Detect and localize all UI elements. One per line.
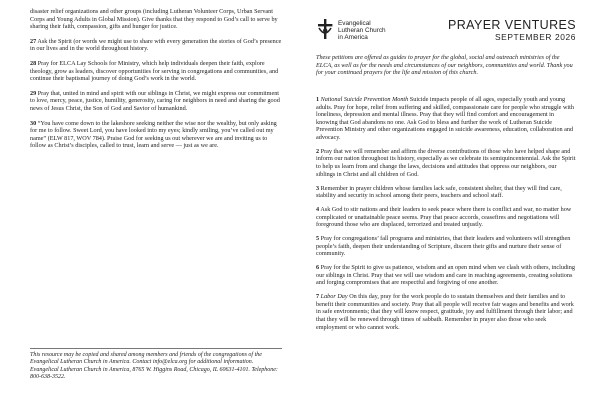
prayer-text: Ask God to stir nations and their leaders to seek peace where there is conflict and war, no matter how complicated or unattainable peace seems. Pray that peace accords, ceasefires and negotiations will foreground those who are displaced, terrorized and treated unjustly. — [316, 206, 572, 229]
prayer-number: 4 — [316, 206, 320, 214]
org-name — [338, 20, 386, 41]
prayer-item — [316, 235, 576, 258]
prayer-number: 27 — [30, 37, 37, 45]
footer-text: This resource may be copied and shared among members and friends of the congregations of the Evangelical Lutheran Church in America. Contact info@elca.org for additional information. Evangelical Lutheran Church in America, 8765 W. Higgins Road, Chicago, IL 60631-4101. Telephone: 800-638-3522. — [30, 352, 278, 380]
prayer-item — [316, 96, 576, 142]
prayer-label: Labor Day — [320, 293, 348, 301]
prayer-text: Ask the Spirit (or words we might use to share with every generation the stories of God’s presence in our lives and in the world throughout history. — [30, 37, 282, 53]
left-prayer-list — [30, 38, 282, 150]
page-title: PRAYER VENTURES — [447, 18, 576, 32]
prayer-item — [316, 206, 576, 229]
prayer-number: 5 — [316, 235, 320, 243]
prayer-text: Remember in prayer children whose families lack safe, consistent shelter, that they will find care, stability and security in school among their peers, teachers and school staff. — [316, 184, 562, 200]
prayer-item — [30, 120, 282, 150]
prayer-item — [316, 264, 576, 287]
left-column — [30, 0, 282, 157]
prayer-number: 2 — [316, 147, 320, 155]
prayer-number: 6 — [316, 264, 320, 272]
org-line-3: in America — [338, 34, 368, 41]
prayer-item — [30, 60, 282, 83]
prayer-text: Pray for the Spirit to give us patience, wisdom and an open mind when we clash with others, including our siblings in Christ. Pray that we will use wisdom and care in reaching agreements, creating solutions and forging compromises that are respectful and forgiving of one another. — [316, 264, 575, 287]
prayer-text: Suicide impacts people of all ages, especially youth and young adults. Pray for hope, relief from suffering and skilled, compassionate care for people who struggle with loneliness, depression and mental illness. Pray that they will find comfort and encouragement in knowing that God abandons no one. Ask God to bless and further the work of Lutheran Suicide Prevention Ministry and other organizations engaged in suicide awareness, education, collaboration and advocacy. — [316, 96, 574, 141]
prayer-number: 1 — [316, 96, 320, 103]
prayer-item — [30, 90, 282, 113]
org-line-2: Lutheran Church — [338, 27, 386, 34]
prayer-text: “You have come down to the lakeshore seeking neither the wise nor the wealthy, but only asking for me to follow. Sweet Lord, you have looked into my eyes; kindly smiling, you’ve called out my name” (ELW 817, WOV 784). Praise God for seeking us out wherever we are and inviting us to follow as Christ’s disciples, called to trust, learn and serve — just as we are. — [30, 119, 277, 150]
prayer-number: 30 — [30, 119, 37, 127]
prayer-number: 28 — [30, 59, 37, 67]
intro-block — [316, 54, 576, 77]
prayer-text: Pray that, united in mind and spirit with our siblings in Christ, we might express our commitment to love, mercy, peace, justice, humility, generosity, caring for neighbors in need and sharing the good news of Jesus Christ, the Son of God and Savior of humankind. — [30, 89, 280, 112]
prayer-item — [316, 293, 576, 331]
org-line-1: Evangelical — [338, 20, 371, 27]
page-subtitle: SEPTEMBER 2026 — [494, 32, 576, 42]
prayer-text: Pray that we will remember and affirm the diverse contributions of those who have helped shape and inform our nation throughout its history, especially as we celebrate its semiquincentennial. Ask the Spirit to help us learn from and change the laws, decisions and attitudes that oppress our neighbors, our siblings in Christ and all children of God. — [316, 147, 576, 178]
copyright-footer — [30, 348, 282, 381]
intro-text: These petitions are offered as guides to prayer for the global, social and outreach ministries of the ELCA, as well as for the needs and circumstances of our neighbors, communities and world. Thank you for your continued prayers for the life and mission of this church. — [316, 54, 573, 77]
page-header — [316, 18, 576, 44]
elca-cross-logo-icon — [316, 18, 334, 40]
prayer-label: National Suicide Prevention Month — [320, 96, 409, 103]
prayer-item — [316, 148, 576, 178]
prayer-text: Pray for ELCA Lay Schools for Ministry, which help individuals deepen their faith, explore theology, grow as leaders, discover opportunities for serving in congregations and communities, and continue their baptismal journey of doing God’s work in the world. — [30, 59, 279, 83]
prayer-number: 7 — [316, 293, 320, 301]
prayer-number: 29 — [30, 89, 37, 97]
prayer-list — [316, 96, 576, 338]
prayer-text: On this day, pray for the work people do to sustain themselves and their families and to benefit their communities and society. Pray that all people will receive fair wages and benefits and work in safe environments; that they will know respect, gratitude, joy and fulfillment through their labor; and that they will be renewed through times of sabbath. Remember in prayer also those who seek employment or who cannot work. — [316, 293, 574, 331]
prayer-number: 3 — [316, 184, 320, 192]
continued-paragraph: disaster relief organizations and other groups (including Lutheran Volunteer Corps, Urban Servant Corps and Young Adults in Global Mission). Give thanks that they respond to God’s call to serve by sharing their faith, compassion, gifts and hunger for justice. — [30, 8, 278, 31]
prayer-text: Pray for congregations’ fall programs and ministries, that their leaders and volunteers will strengthen people’s faith, deepen their understanding of Scripture, discern their gifts and nurture their sense of community. — [316, 235, 571, 258]
prayer-item — [316, 185, 576, 200]
prayer-item — [30, 38, 282, 53]
